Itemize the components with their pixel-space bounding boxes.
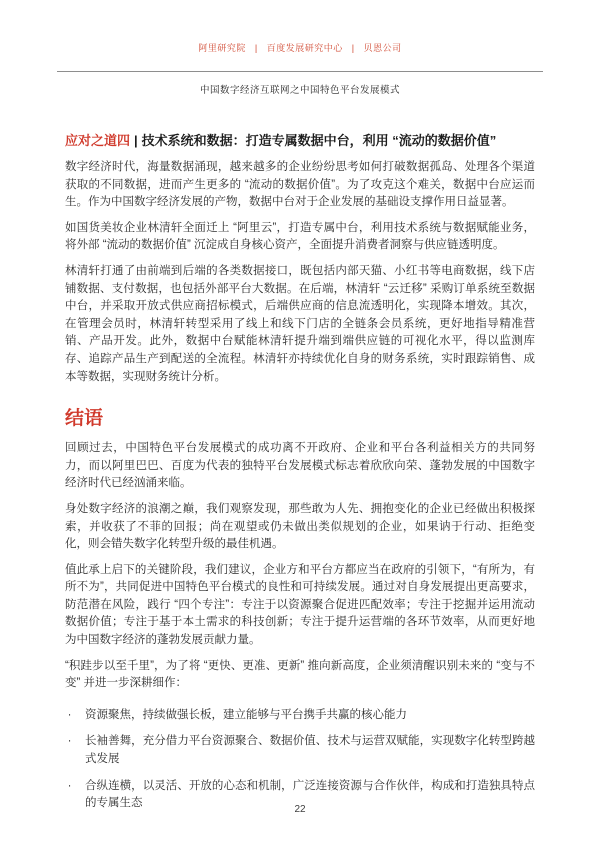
- header-separator: |: [254, 43, 258, 53]
- paragraph: 林清轩打通了由前端到后端的各类数据接口，既包括内部天猫、小红书等电商数据，线下店铺数据、支付数据，也包括外部平台大数据。在后端，林清轩 “云迁移” 采购订单系统至数据中台，并采取开放式供应商招标模式，后端供应商的信息流透明化，实现降本增效。其次，在管理会员时，林清轩转型采用了线上和线下门店的全链条会员系统，更好地指导精准营销、产品开发。此外，数据中台赋能林清轩提升端到端供应链的可视化水平，得以监测库存、追踪产品生产到配送的全流程。林清轩亦持续优化自身的财务系统，实时跟踪销售、成本等数据，实现财务统计分析。: [65, 264, 535, 383]
- conclusion-heading: 结语: [65, 408, 104, 430]
- header-rule: [57, 71, 543, 72]
- org-name-ali: 阿里研究院: [198, 43, 246, 53]
- bullet-list: [65, 707, 535, 813]
- paragraph: 回顾过去，中国特色平台发展模式的成功离不开政府、企业和平台各利益相关方的共同努力，而以阿里巴巴、百度为代表的独特平台发展模式标志着欣欣向荣、蓬勃发展的中国数字经济时代已经汹涌来临。: [65, 442, 535, 490]
- bullet-text: 资源聚焦，持续做强长板，建立能够与平台携手共赢的核心能力: [85, 708, 407, 721]
- bullet-item: [65, 733, 535, 768]
- paragraph: 数字经济时代，海量数据涌现，越来越多的企业纷纷思考如何打破数据孤岛、处理各个渠道获取的不同数据，进而产生更多的 “流动的数据价值”。为了攻克这个难关，数据中台应运而生。作为中国数字经济发展的产物，数据中台对于企业发展的基础设支撑作用日益显著。: [65, 161, 535, 209]
- section-title: 技术系统和数据：打造专属数据中台，利用 “流动的数据价值”: [141, 133, 497, 148]
- org-name-baidu: 百度发展研究中心: [266, 43, 343, 53]
- report-header: [0, 0, 600, 54]
- org-name-bain: 贝恩公司: [363, 43, 402, 53]
- bullet-dot-icon: ·: [67, 708, 72, 721]
- paragraph: “积跬步以至千里”，为了将 “更快、更准、更新” 推向新高度，企业须清醒识别未来的 “变与不变” 并进一步深耕细作：: [65, 659, 535, 690]
- bullet-dot-icon: ·: [67, 779, 72, 792]
- page-content: [0, 133, 600, 813]
- header-separator: |: [351, 43, 355, 53]
- bullet-item: [65, 707, 535, 725]
- bullet-text: 长袖善舞，充分借力平台资源聚合、数据价值、技术与运营双赋能，实现数字化转型跨越式发展: [85, 735, 535, 766]
- page-number: 22: [294, 804, 306, 815]
- document-title: 中国数字经济互联网之中国特色平台发展模式: [199, 85, 400, 96]
- section-divider: |: [134, 133, 138, 148]
- section-heading: [65, 133, 535, 149]
- bullet-text: 合纵连横，以灵活、开放的心态和机制，广泛连接资源与合作伙伴，构成和打造独具特点的专属生态: [85, 779, 535, 810]
- paragraph: 值此承上启下的关键阶段，我们建议，企业方和平台方都应当在政府的引领下，“有所为，有所不为”，共同促进中国特色平台模式的良性和可持续发展。通过对自身发展提出更高要求，防范潜在风险，践行 “四个专注”：专注于以资源聚合促进匹配效率；专注于挖掘并运用流动数据价值；专注于基于本土需求的科技创新；专注于提升运营端的各环节效率，从而更好地为中国数字经济的蓬勃发展贡献力量。: [65, 563, 535, 647]
- section-tag: 应对之道四: [65, 133, 131, 148]
- paragraph: 身处数字经济的浪潮之巅，我们观察发现，那些敢为人先、拥抱变化的企业已经做出积极探索，并收获了不菲的回报；尚在观望或仍未做出类似规划的企业，如果讷于行动、拒绝变化，则会错失数字化转型升级的最佳机遇。: [65, 502, 535, 551]
- paragraph: 如国货美妆企业林清轩全面迁上 “阿里云”，打造专属中台，利用技术系统与数据赋能业务，将外部 “流动的数据价值” 沉淀成自身核心资产，全面提升消费者洞察与供应链透明度。: [65, 221, 535, 252]
- bullet-dot-icon: ·: [67, 735, 72, 748]
